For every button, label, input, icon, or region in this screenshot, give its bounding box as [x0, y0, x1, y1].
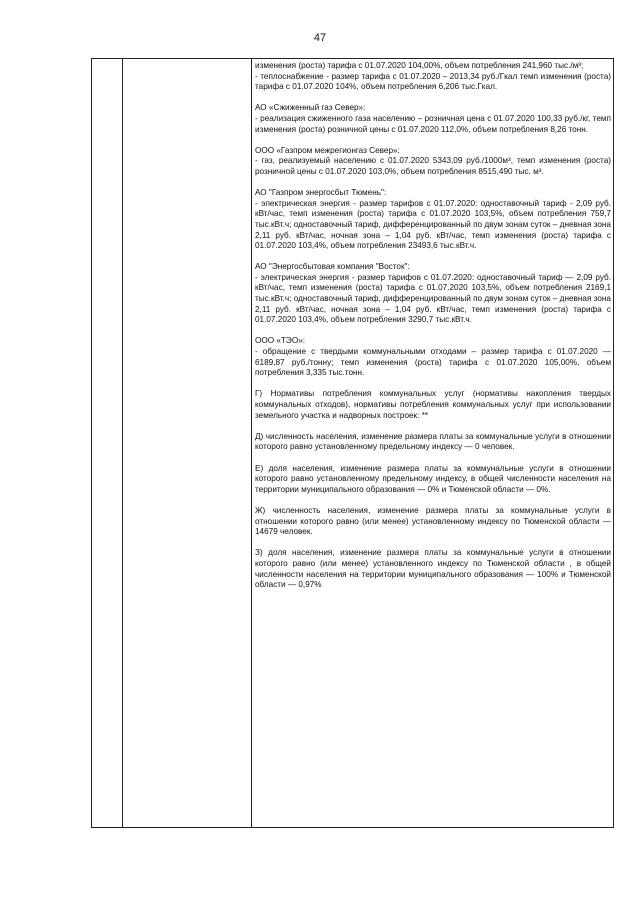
page-number: 47 — [313, 32, 327, 44]
paragraph-block — [255, 146, 611, 178]
supplier-heading: АО "Энергосбытовая компания "Восток": — [255, 262, 410, 272]
paragraph-line: - теплоснабжение - размер тарифа с 01.07.2020 – 2013,34 руб./Гкал темп изменения (роста) тарифа с 01.07.2020 104%, объем потребления 6,206 тыс.Гкал. — [255, 71, 611, 92]
paragraph-block — [255, 336, 611, 378]
paragraph-line: - электрическая энергия - размер тарифов с 01.07.2020: одноставочный тариф — 2,09 руб. кВт/час, темп изменения (роста) тарифа с 01.07.2020 103,5%, объем потребления 2169,1 тыс.кВт.ч; одноставочный тариф, дифференцированный по двум зонам суток – дневная зона 2,11 руб. кВт/час, ночная зона – 1,04 руб. кВт/час, темп изменения (роста) тарифа с 01.07.2020 103,4%, объем потребления 3290,7 тыс.кВт.ч. — [255, 272, 611, 325]
paragraph-block — [255, 389, 611, 421]
table-text-cell — [255, 61, 611, 601]
table-column-divider — [122, 59, 123, 827]
paragraph-line: Г) Нормативы потребления коммунальных услуг (нормативы накопления твердых коммунальных отходов), нормативы потребления коммунальных услуг при использовании земельного участка и надворных построек: ** — [255, 389, 611, 420]
paragraph-line: - реализация сжиженного газа населению – розничная цена с 01.07.2020 100,33 руб./кг, темп изменения (роста) розничной цены с 01.07.2020 112,0%, объем потребления 8,26 тонн. — [255, 113, 611, 134]
paragraph-block — [255, 61, 611, 93]
paragraph-block — [255, 262, 611, 326]
paragraph-line: Д) численность населения, изменение размера платы за коммунальные услуги в отношении которого равно установленному предельному индексу — 0 человек. — [255, 431, 611, 452]
supplier-heading: АО "Газпром энергосбыт Тюмень": — [255, 188, 387, 198]
paragraph-line: З) доля населения, изменение размера платы за коммунальные услуги в отношении которого равно (или менее) установленного индексу по Тюменской области , в общей численности населения на территории муниципального образования — 100% и Тюменской области — 0,97% — [255, 548, 611, 590]
paragraph-block — [255, 464, 611, 496]
paragraph-line: изменения (роста) тарифа с 01.07.2020 104,00%, объем потребления 241,960 тыс./м³; — [255, 61, 584, 70]
paragraph-line: - обращение с твердыми коммунальными отходами – размер тарифа с 01.07.2020 — 6189,87 руб./тонну; темп изменения (роста) тарифа с 01.07.2020 105,00%, объем потребления 3,335 тыс.тонн. — [255, 347, 611, 378]
paragraph-block — [255, 103, 611, 135]
paragraph-block — [255, 548, 611, 590]
supplier-heading: ООО «ТЭО»: — [255, 336, 306, 346]
paragraph-line: Ж) численность населения, изменение размера платы за коммунальные услуги в отношении которого равно (или менее) установленному индексу по Тюменской области — 14679 человек. — [255, 505, 611, 537]
table-column-divider — [251, 59, 252, 827]
paragraph-line: Е) доля населения, изменение размера платы за коммунальные услуги в отношении которого равно установленному предельному индексу, в общей численности населения на территории муниципального образования — 0% и Тюменской области — 0%. — [255, 463, 611, 494]
paragraph-line: - электрическая энергия - размер тарифов с 01.07.2020: одноставочный тариф - 2,09 руб. кВт/час, темп изменения (роста) тарифа с 01.07.2020 103,5%, объем потребления 759,7 тыс.кВт.ч; одноставочный тариф, дифференцированный по двум зонам суток – дневная зона 2,11 руб. кВт/час, ночная зона – 1,04 руб. кВт/час, темп изменения (роста) тарифа с 01.07.2020 103,4%, объем потребления 23493,6 тыс.кВт.ч. — [255, 198, 611, 251]
paragraph-block — [255, 432, 611, 453]
paragraph-line: - газ, реализуемый населению с 01.07.2020 5343,09 руб./1000м³, темп изменения (роста) розничной цены с 01.07.2020 103,0%, объем потребления 8515,490 тыс. м³. — [255, 156, 611, 176]
supplier-heading: ООО «Газпром межрегионгаз Север»: — [255, 145, 400, 155]
paragraph-block — [255, 188, 611, 252]
document-table — [91, 58, 614, 828]
supplier-heading: АО «Сжиженный газ Север»: — [255, 103, 366, 113]
paragraph-block — [255, 506, 611, 538]
